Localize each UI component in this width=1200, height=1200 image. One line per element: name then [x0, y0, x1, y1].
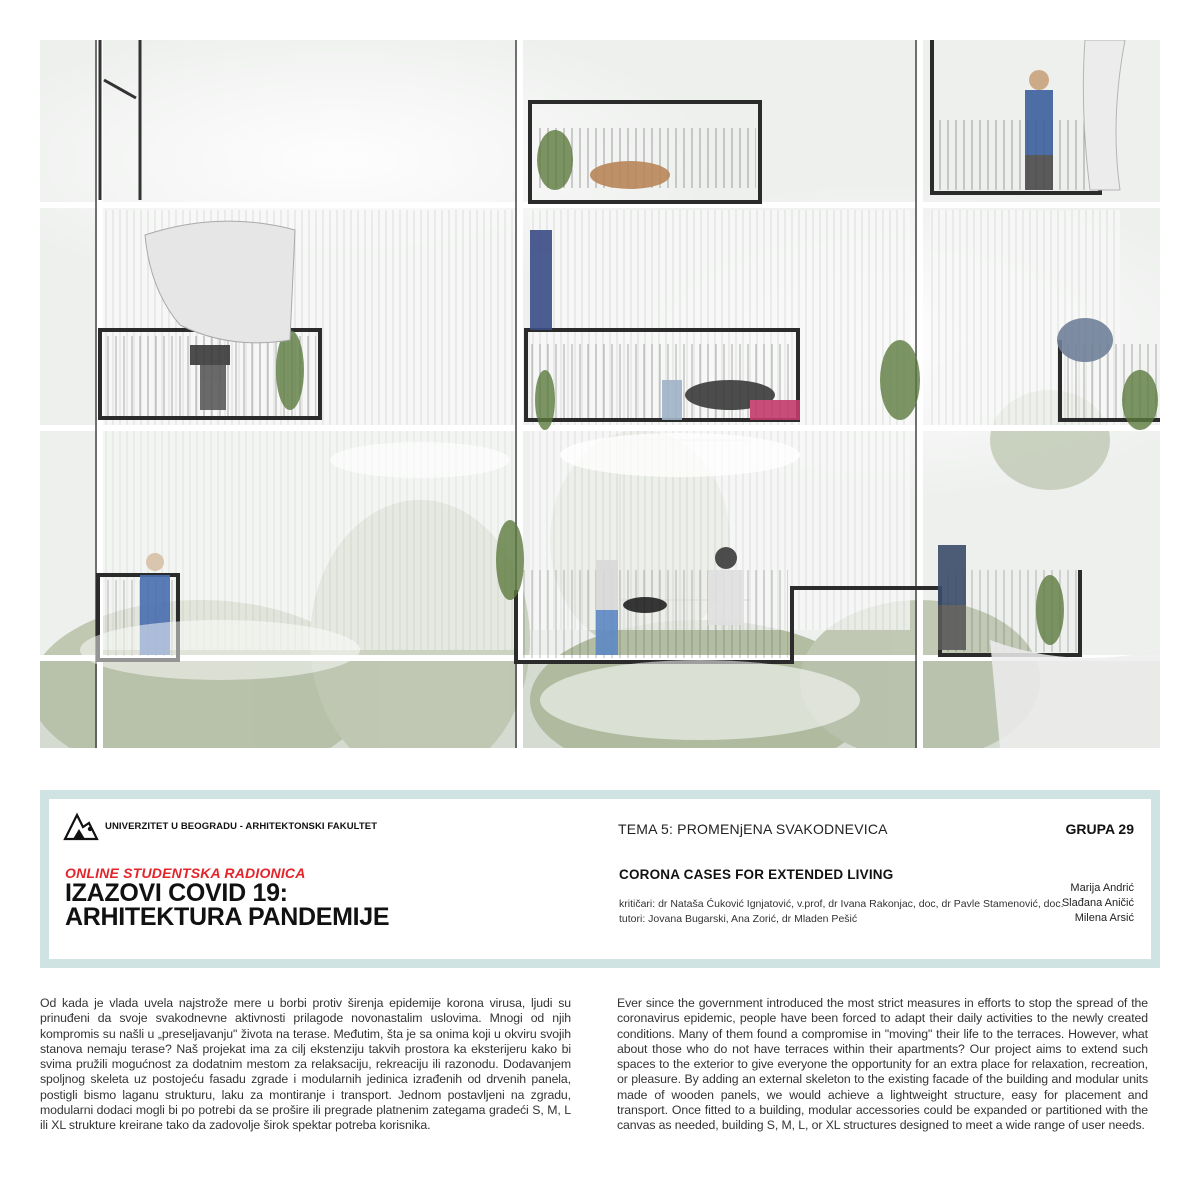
- workshop-label: ONLINE STUDENTSKA RADIONICA: [65, 865, 306, 881]
- project-title: CORONA CASES FOR EXTENDED LIVING: [619, 867, 894, 882]
- author-name: Milena Arsić: [1074, 912, 1134, 924]
- info-panel-inner: [49, 799, 1151, 959]
- building-section-render: [40, 40, 1160, 748]
- authors-list: [1062, 881, 1134, 926]
- main-title-line2: ARHITEKTURA PANDEMIJE: [65, 903, 390, 931]
- author-name: Slađana Aničić: [1061, 897, 1134, 909]
- main-title-line1: IZAZOVI COVID 19:: [65, 879, 288, 907]
- tutors-line: tutori: Jovana Bugarski, Ana Zorić, dr Mladen Pešić: [619, 913, 858, 925]
- theme-label: TEMA 5: PROMENjENA SVAKODNEVICA: [618, 821, 888, 837]
- render-illustration: [40, 40, 1160, 748]
- university-name: UNIVERZITET U BEOGRADU - ARHITEKTONSKI FAKULTET: [105, 821, 378, 832]
- author-name: Marija Andrić: [1070, 882, 1134, 894]
- description-serbian: Od kada je vlada uvela najstrože mere u borbi protiv širenja epidemije korona virusa, ljudi su prinuđeni da svoje svakodnevne aktivnosti prilagode novonastalim uslovima. Mnogi od njih kompromis su našli u „preseljavanju" života na terase. Međutim, šta je sa onima koji u okviru svojih stanova nemaju terase? Naš projekat ima za cilj ekstenziju takvih prostora ka eksterijeru kako bi svima pružili mogućnost za dodatnim mestom za relaksaciju, rekreaciju ili razonodu. Dodavanjem spoljnog skeleta uz postojeću fasadu zgrade i modularnih jedinica izrađenih od drvenih panela, postigli bismo laganu strukturu, laku za montiranje i transport. Jednom postavljeni na zgradu, modularni dodaci mogli bi po potrebi da se prošire ili pregrade platnenim zategama gradeći S, M, L ili XL strukture kreirane tako da zadovolje širok spektar potreba korisnika.: [40, 996, 571, 1133]
- critics-line: kritičari: dr Nataša Ćuković Ignjatović, v.prof, dr Ivana Rakonjac, doc, dr Pavle Stamenović, doc.: [619, 898, 1064, 910]
- faculty-logo-icon: [63, 811, 99, 841]
- description-english: Ever since the government introduced the most strict measures in efforts to stop the spread of the coronavirus epidemic, people have been forced to adapt their daily activities to the newly created conditions. Many of them found a compromise in "moving" their life to the terraces. However, what about those who do not have terraces within their apartments? Our project aims to extend such spaces to the exterior to give everyone the opportunity for an extra place for relaxation, recreation, or pleasure. By adding an external skeleton to the existing facade of the building and modular units made of wooden panels, we would achieve a lightweight structure, easy for placement and transport. Once fitted to a building, modular accessories could be expanded or partitioned with the canvas as needed, building S, M, L, or XL structures designed to meet a wide range of user needs.: [617, 996, 1148, 1133]
- info-panel: [40, 790, 1160, 968]
- group-label: GRUPA 29: [1065, 821, 1134, 837]
